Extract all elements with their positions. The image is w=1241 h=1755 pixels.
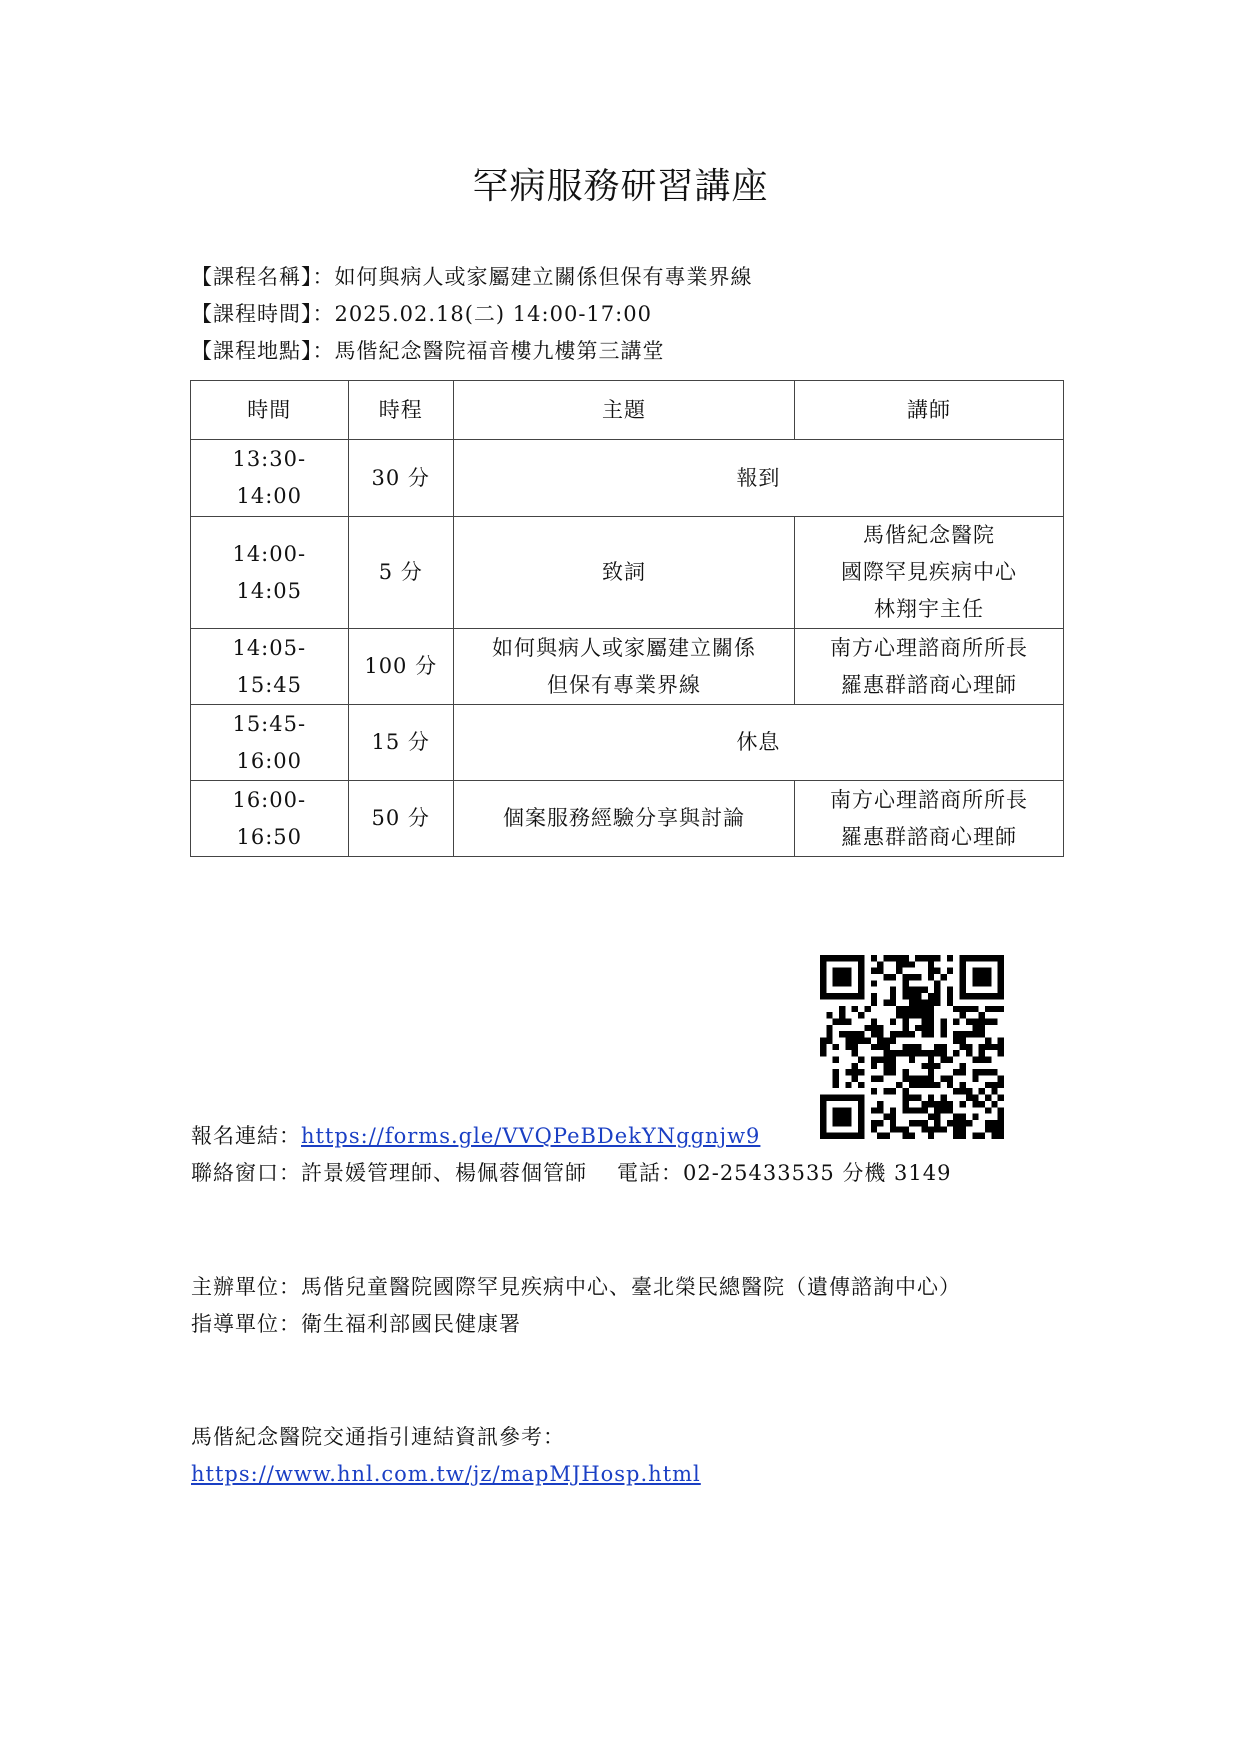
time-start: 14:00- [232, 541, 307, 566]
header-duration: 時程 [348, 381, 453, 440]
course-place-line [191, 336, 665, 366]
course-name-line [191, 262, 753, 292]
time-end: 16:50 [236, 824, 303, 849]
time-start: 14:05- [232, 635, 307, 660]
course-name-label: 【課程名稱】： [191, 265, 335, 289]
time-end: 16:00 [236, 748, 303, 773]
contact-names: 許景媛管理師、楊佩蓉個管師 [301, 1161, 587, 1185]
header-time: 時間 [191, 381, 349, 440]
speaker-line: 羅惠群諮商心理師 [841, 672, 1018, 697]
table-row [191, 629, 1064, 705]
row-duration: 15 分 [348, 705, 453, 781]
table-row [191, 517, 1064, 629]
time-end: 14:00 [236, 484, 303, 508]
guidance-label: 指導單位： [191, 1312, 301, 1336]
contact-line [191, 1158, 952, 1188]
row-time [191, 705, 349, 781]
speaker-line: 林翔宇主任 [874, 597, 985, 621]
speaker-line: 南方心理諮商所所長 [830, 787, 1029, 812]
organizer-line [191, 1272, 961, 1302]
table-header-row [191, 381, 1064, 440]
time-end: 15:45 [236, 672, 303, 697]
row-speaker [795, 781, 1064, 857]
page-title: 罕病服務研習講座 [472, 166, 769, 207]
time-start: 15:45- [232, 711, 307, 736]
row-time [191, 440, 349, 517]
phone-label: 電話： [617, 1161, 683, 1185]
speaker-line: 國際罕見疾病中心 [841, 560, 1018, 584]
registration-line [191, 1121, 760, 1151]
row-duration: 100 分 [348, 629, 453, 705]
contact-label: 聯絡窗口： [191, 1161, 301, 1185]
table-row [191, 440, 1064, 517]
speaker-line: 南方心理諮商所所長 [830, 635, 1029, 660]
row-time [191, 781, 349, 857]
speaker-line: 馬偕紀念醫院 [863, 523, 996, 547]
row-topic: 致詞 [453, 517, 794, 629]
table-row [191, 705, 1064, 781]
topic-line: 但保有專業界線 [546, 672, 701, 697]
row-duration: 50 分 [348, 781, 453, 857]
row-duration: 5 分 [348, 517, 453, 629]
row-topic [453, 629, 794, 705]
header-topic: 主題 [453, 381, 794, 440]
phone-value: 02-25433535 分機 3149 [683, 1161, 952, 1185]
topic-line: 如何與病人或家屬建立關係 [491, 635, 756, 660]
speaker-line: 羅惠群諮商心理師 [841, 824, 1018, 849]
course-time-line [191, 299, 652, 329]
time-start: 13:30- [232, 447, 307, 471]
course-time-value: 2025.02.18(二) 14:00-17:00 [334, 302, 652, 326]
row-topic: 個案服務經驗分享與討論 [453, 781, 794, 857]
registration-link[interactable]: https://forms.gle/VVQPeBDekYNggnjw9 [301, 1124, 761, 1148]
row-time [191, 517, 349, 629]
header-speaker: 講師 [795, 381, 1064, 440]
registration-label: 報名連結： [191, 1124, 301, 1148]
schedule-table [190, 380, 1064, 857]
transport-link[interactable]: https://www.hnl.com.tw/jz/mapMJHosp.html [191, 1462, 701, 1486]
row-time [191, 629, 349, 705]
row-speaker [795, 517, 1064, 629]
time-end: 14:05 [236, 578, 303, 603]
row-topic: 休息 [453, 705, 1063, 781]
course-name-value: 如何與病人或家屬建立關係但保有專業界線 [334, 265, 753, 289]
course-place-label: 【課程地點】： [191, 339, 335, 363]
qr-code-icon[interactable] [820, 955, 1004, 1139]
course-place-value: 馬偕紀念醫院福音樓九樓第三講堂 [334, 339, 665, 363]
table-row [191, 781, 1064, 857]
guidance-value: 衛生福利部國民健康署 [301, 1312, 521, 1336]
time-start: 16:00- [232, 787, 307, 812]
transport-text: 馬偕紀念醫院交通指引連結資訊參考： [191, 1425, 565, 1449]
guidance-line [191, 1309, 521, 1339]
course-time-label: 【課程時間】： [191, 302, 335, 326]
transport-line [191, 1459, 701, 1489]
organizer-label: 主辦單位： [191, 1275, 301, 1299]
row-duration: 30 分 [348, 440, 453, 517]
row-speaker [795, 629, 1064, 705]
organizer-value: 馬偕兒童醫院國際罕見疾病中心、臺北榮民總醫院（遺傳諮詢中心） [301, 1275, 961, 1299]
row-topic: 報到 [453, 440, 1063, 517]
